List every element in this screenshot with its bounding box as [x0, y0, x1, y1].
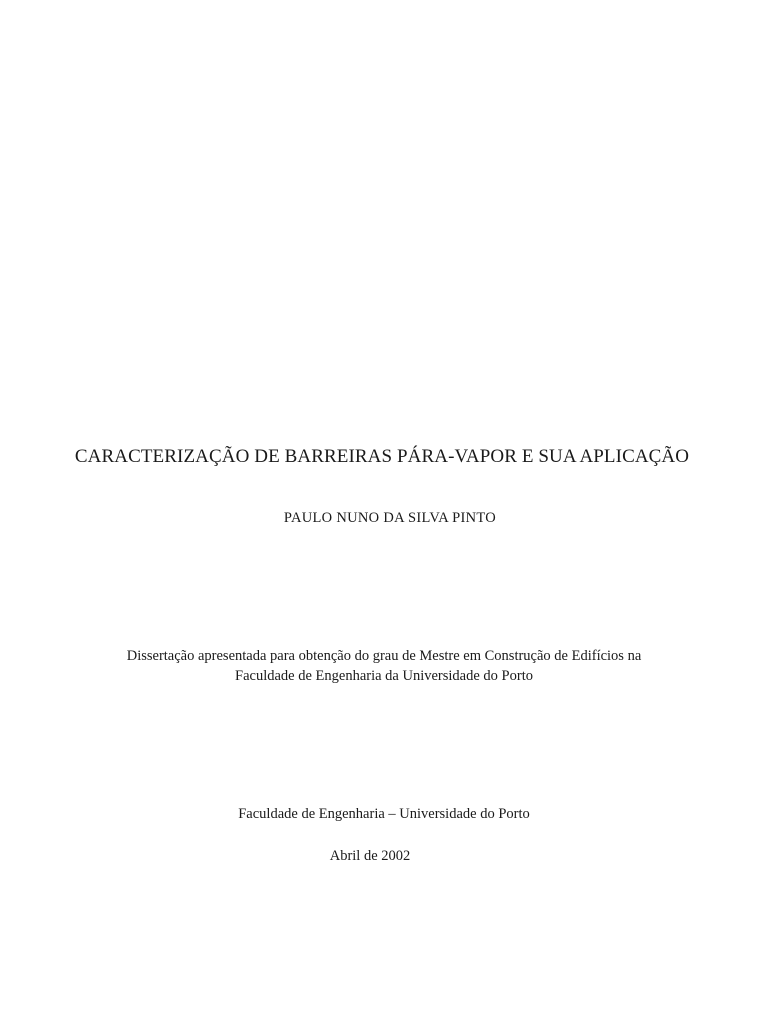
- dissertation-description-line-1: Dissertação apresentada para obtenção do grau de Mestre em Construção de Edifícios na: [126, 648, 642, 664]
- document-title: CARACTERIZAÇÃO DE BARREIRAS PÁRA-VAPOR E SUA APLICAÇÃO: [74, 446, 690, 467]
- dissertation-description-line-2: Faculdade de Engenharia da Universidade do Porto: [235, 668, 533, 684]
- author-name: PAULO NUNO DA SILVA PINTO: [283, 510, 497, 526]
- publication-date: Abril de 2002: [329, 848, 411, 864]
- institution: Faculdade de Engenharia – Universidade do Porto: [238, 806, 530, 822]
